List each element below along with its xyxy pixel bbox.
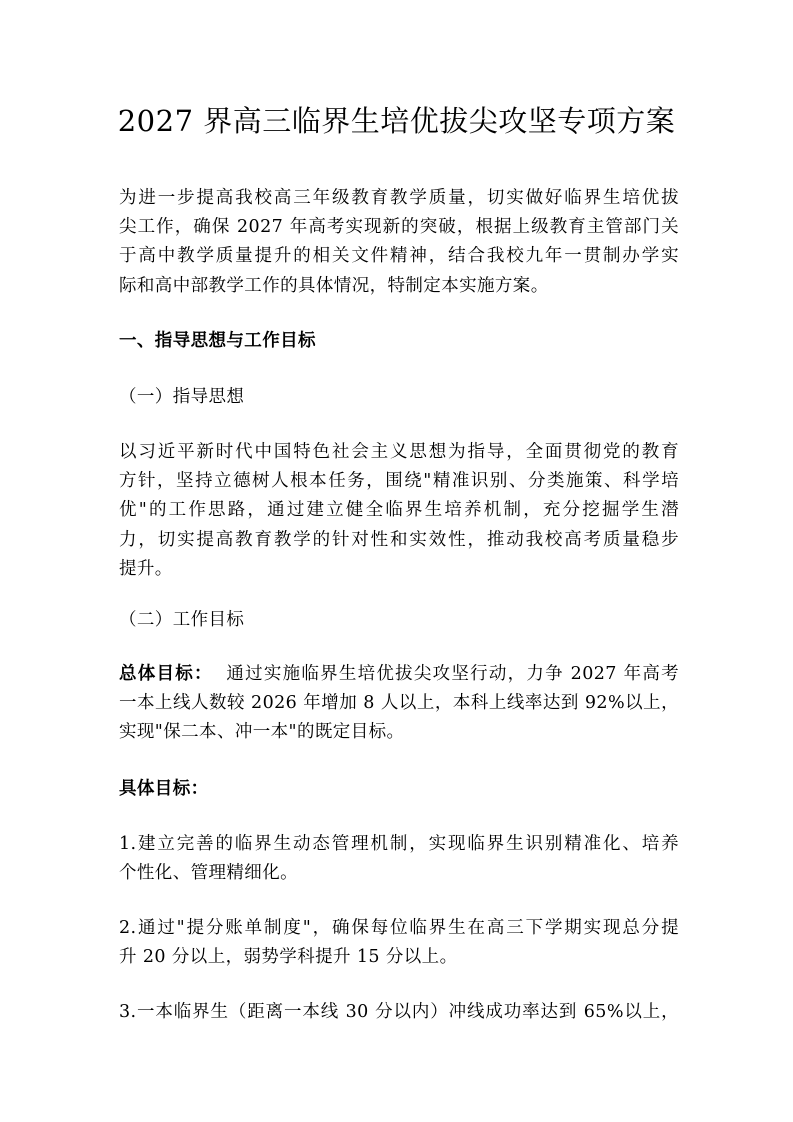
intro-line: 于高中教学质量提升的相关文件精神，结合我校九年一贯制办学实: [119, 246, 679, 267]
body-line: 以习近平新时代中国特色社会主义思想为指导，全面贯彻党的教育: [119, 442, 679, 462]
body-line: 一本上线人数较 2026 年增加 8 人以上，本科上线率达到 92%以上，: [119, 693, 679, 714]
body-line: 力，切实提高教育教学的针对性和实效性，推动我校高考质量稳步: [119, 529, 679, 550]
body-line: 1.建立完善的临界生动态管理机制，实现临界生识别精准化、培养: [119, 834, 679, 854]
section-heading: 一、指导思想与工作目标: [119, 331, 316, 351]
goal-item-3: [119, 998, 679, 1027]
document-title: 2027 界高三临界生培优拔尖攻坚专项方案: [117, 104, 676, 138]
body-line: 优"的工作思路，通过建立健全临界生培养机制，充分挖掘学生潜: [119, 500, 679, 521]
body-line: 升 20 分以上，弱势学科提升 15 分以上。: [119, 947, 458, 968]
intro-line: 际和高中部教学工作的具体情况，特制定本实施方案。: [119, 275, 549, 296]
subsection-heading: （一）指导思想: [119, 387, 245, 407]
overall-goal-paragraph: [119, 660, 679, 748]
overall-goal-label: 总体目标：: [119, 664, 213, 684]
body-line: [119, 660, 679, 689]
body-line: 方针，坚持立德树人根本任务，围绕"精准识别、分类施策、科学培: [119, 471, 679, 492]
intro-line: 尖工作，确保 2027 年高考实现新的突破，根据上级教育主管部门关: [119, 217, 679, 238]
intro-paragraph: [119, 184, 679, 301]
body-line: 实现"保二本、冲一本"的既定目标。: [119, 722, 405, 743]
guiding-ideology-paragraph: [119, 438, 679, 584]
body-line: 2.通过"提分账单制度"，确保每位临界生在高三下学期实现总分提: [119, 918, 679, 938]
body-line: 3.一本临界生（距离一本线 30 分以内）冲线成功率达到 65%以上，: [119, 1002, 679, 1022]
goal-item-1: [119, 830, 679, 888]
subsection-heading: （二）工作目标: [119, 610, 245, 630]
overall-goal-text: 通过实施临界生培优拔尖攻坚行动，力争 2027 年高考: [212, 664, 680, 684]
body-line: 提升。: [119, 558, 173, 579]
goal-item-2: [119, 914, 679, 972]
intro-line: 为进一步提高我校高三年级教育教学质量，切实做好临界生培优拔: [119, 188, 679, 208]
body-line: 个性化、管理精细化。: [119, 863, 298, 884]
specific-goals-label: 具体目标：: [119, 779, 209, 799]
